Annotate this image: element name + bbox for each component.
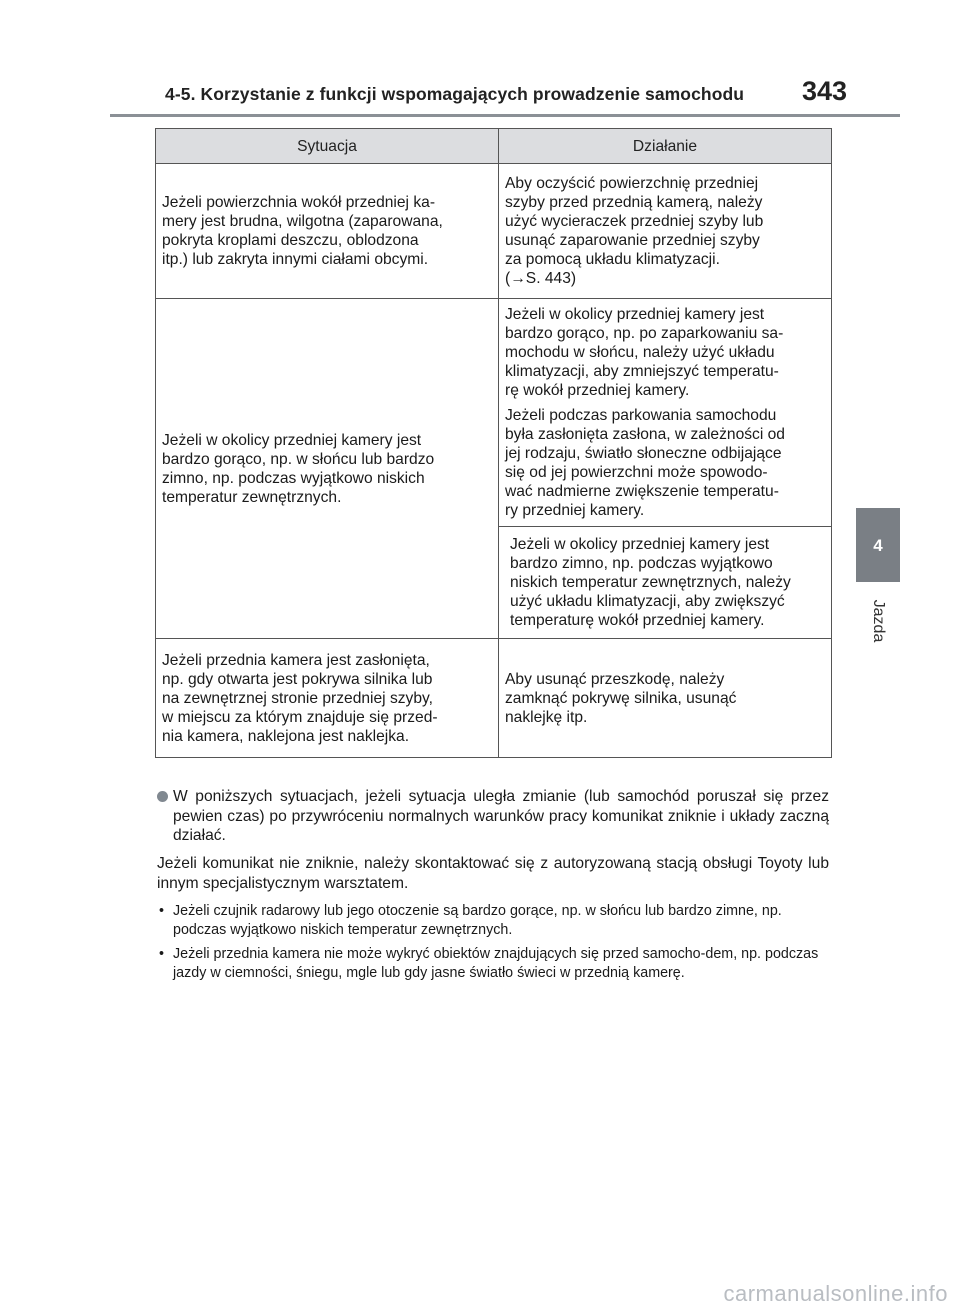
chapter-number: 4 bbox=[873, 536, 883, 555]
note-bullet-icon bbox=[157, 791, 168, 802]
list-item bbox=[157, 945, 829, 982]
header-divider bbox=[110, 114, 900, 117]
table-row bbox=[156, 299, 832, 527]
list-item-text: Jeżeli czujnik radarowy lub jego otoczenie są bardzo gorące, np. w słońcu lub bardzo zimne, np. podczas wyjątkowo niskich temperatur zewnętrznych. bbox=[173, 903, 782, 938]
situation-text: Jeżeli przednia kamera jest zasłonięta, np. gdy otwarta jest pokrywa silnika lub na zewnętrznej stronie przedniej szyby, w miejscu za którym znajduje się przed- nia kamera, naklejona jest naklejka. bbox=[162, 651, 438, 745]
action-cell bbox=[499, 527, 832, 639]
bullet-list bbox=[157, 902, 829, 988]
action-text: Aby usunąć przeszkodę, należy zamknąć pokrywę silnika, usunąć naklejkę itp. bbox=[505, 670, 737, 726]
situation-cell bbox=[156, 164, 499, 299]
note-text: W poniższych sytuacjach, jeżeli sytuacja uległa zmianie (lub samochód poruszał się przez pewien czas) po przywróceniu normalnych warunków pracy komunikat zniknie i układy zaczną działać. bbox=[173, 788, 829, 844]
action-text: Aby oczyścić powierzchnię przedniej szyby przed przednią kamerą, należy użyć wycieraczek przedniej szyby lub usunąć zaparowanie przedniej szyby za pomocą układu klimatyzacji. (→S. 443) bbox=[505, 175, 764, 287]
action-cell bbox=[499, 299, 832, 527]
table-row bbox=[156, 164, 832, 299]
chapter-label: Jazda bbox=[870, 599, 887, 643]
list-item bbox=[157, 902, 829, 939]
action-cell bbox=[499, 639, 832, 758]
watermark: carmanualsonline.info bbox=[723, 1281, 948, 1306]
situation-action-table bbox=[155, 128, 832, 758]
column-header-situation: Sytuacja bbox=[156, 129, 499, 164]
situation-text: Jeżeli w okolicy przedniej kamery jest bardzo gorąco, np. w słońcu lub bardzo zimno, np. podczas wyjątkowo niskich temperatur zewnętrznych. bbox=[162, 431, 435, 506]
note-block bbox=[157, 787, 829, 846]
page-header-title: 4-5. Korzystanie z funkcji wspomagających prowadzenie samochodu bbox=[165, 84, 745, 104]
situation-cell bbox=[156, 299, 499, 639]
contact-paragraph: Jeżeli komunikat nie zniknie, należy skontaktować się z autoryzowaną stacją obsługi Toyoty lub innym specjalistycznym warsztatem. bbox=[157, 855, 829, 892]
action-text: Jeżeli w okolicy przedniej kamery jest bardzo gorąco, np. po zaparkowaniu sa- mochodu w słońcu, należy użyć układu klimatyzacji, aby zmniejszyć temperatu- rę wokół przedniej kamery. bbox=[505, 306, 784, 399]
bullet-icon: • bbox=[159, 903, 165, 919]
situation-cell bbox=[156, 639, 499, 758]
page-number: 343 bbox=[802, 76, 848, 106]
bullet-icon: • bbox=[159, 946, 165, 962]
situation-text: Jeżeli powierzchnia wokół przedniej ka- mery jest brudna, wilgotna (zaparowana, pokryta kroplami deszczu, oblodzona itp.) lub zakryta innymi ciałami obcymi. bbox=[162, 194, 443, 268]
action-text: Jeżeli w okolicy przedniej kamery jest bardzo zimno, np. podczas wyjątkowo niskich temperatur zewnętrznych, należy użyć układu klimatyzacji, aby zwiększyć temperaturę wokół przedniej kamery. bbox=[510, 536, 791, 629]
list-item-text: Jeżeli przednia kamera nie może wykryć obiektów znajdujących się przed samocho-dem, np. podczas jazdy w ciemności, śniegu, mgle lub gdy jasne światło świeci w przednią kamerę. bbox=[173, 946, 819, 981]
action-cell bbox=[499, 164, 832, 299]
table-header-row bbox=[156, 129, 832, 164]
chapter-tab[interactable] bbox=[856, 508, 900, 582]
column-header-action: Działanie bbox=[499, 129, 832, 164]
action-text: Jeżeli podczas parkowania samochodu była zasłonięta zasłona, w zależności od jej rodzaju, światło słoneczne odbijające się od jej powierzchni może spowodo- wać nadmierne zwiększenie temperatu- ry przedniej kamery. bbox=[505, 407, 785, 519]
table-row bbox=[156, 639, 832, 758]
